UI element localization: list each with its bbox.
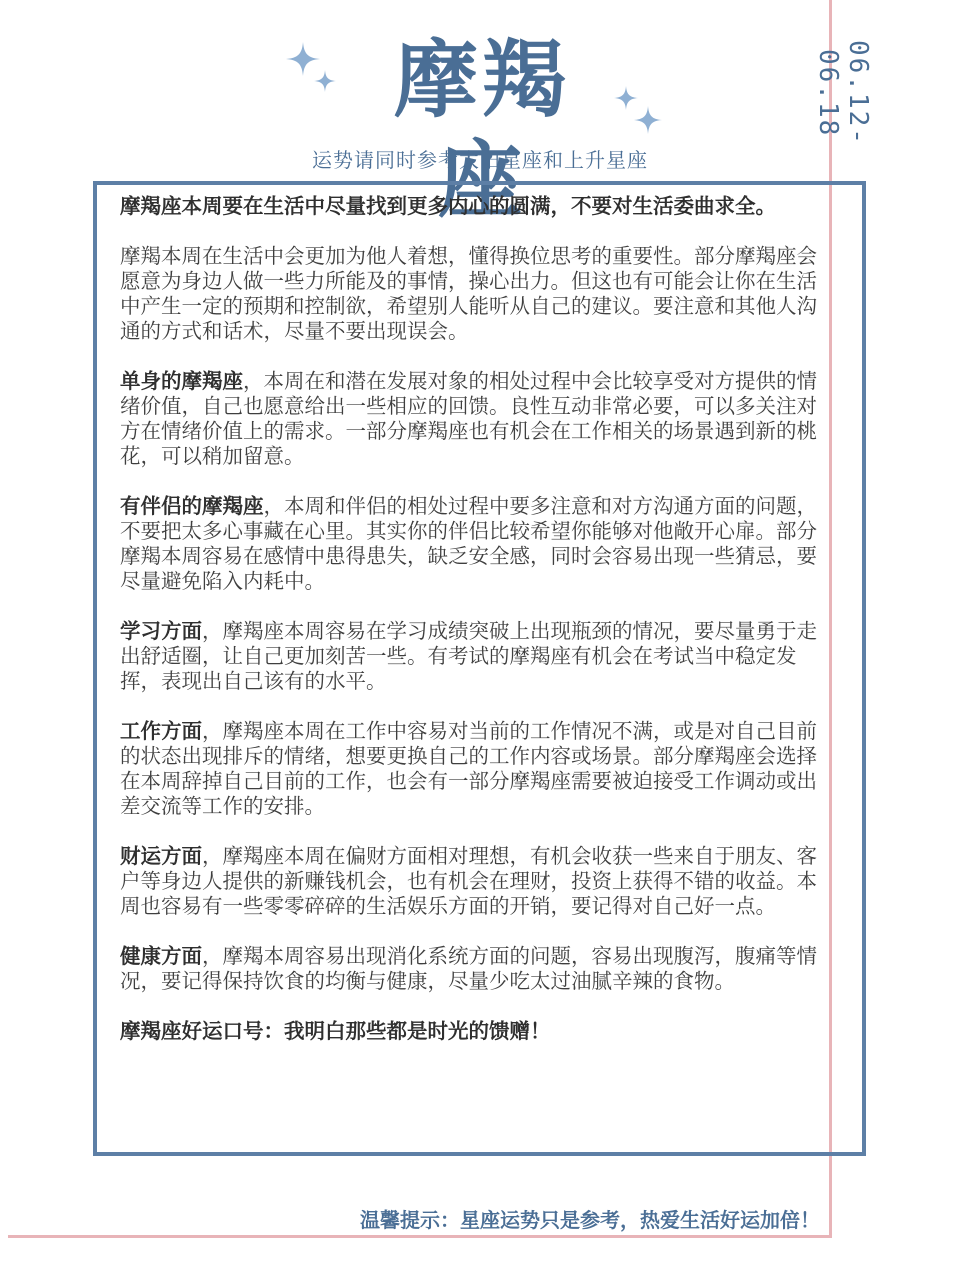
section-wealth [120,844,820,919]
lead-paragraph: 摩羯座本周要在生活中尽量找到更多内心的圆满，不要对生活委曲求全。 [120,194,776,218]
section-text: ，本周在和潜在发展对象的相处过程中会比较享受对方提供的情绪价值，自己也愿意给出一些相应的回馈。良性互动非常必要，可以多关注对方在情绪价值上的需求。一部分摩羯座也有机会在工作相关的场景遇到新的桃花，可以稍加留意。 [120,369,817,468]
subtitle: 运势请同时参考太阳星座和上升星座 [312,148,648,172]
horoscope-content [120,194,820,1044]
pink-horizontal-line [8,1235,832,1238]
section-partnered [120,494,820,594]
date-range: 06.12-06.18 [813,40,873,146]
section-text: ，摩羯座本周在偏财方面相对理想，有机会收获一些来自于朋友、客户等身边人提供的新赚钱机会，也有机会在理财，投资上获得不错的收益。本周也容易有一些零零碎碎的生活娱乐方面的开销，要记得对自己好一点。 [120,844,817,918]
section-text: ，摩羯本周容易出现消化系统方面的问题，容易出现腹泻，腹痛等情况，要记得保持饮食的均衡与健康，尽量少吃太过油腻辛辣的食物。 [120,944,817,993]
section-single [120,369,820,469]
section-label: 学习方面 [120,619,202,643]
sparkle-icon [634,106,662,134]
lucky-slogan: 摩羯座好运口号：我明白那些都是时光的馈赠！ [120,1019,551,1043]
page-title: 摩羯座 [393,31,570,229]
section-study [120,619,820,694]
section-label: 有伴侣的摩羯座 [120,494,264,518]
section-label: 单身的摩羯座 [120,369,243,393]
intro-paragraph: 摩羯本周在生活中会更加为他人着想，懂得换位思考的重要性。部分摩羯座会愿意为身边人做一些力所能及的事情，操心出力。但这也有可能会让你在生活中产生一定的预期和控制欲，希望别人能听从自己的建议。要注意和其他人沟通的方式和话术，尽量不要出现误会。 [120,244,817,343]
section-text: ，摩羯座本周在工作中容易对当前的工作情况不满，或是对自己目前的状态出现排斥的情绪，想要更换自己的工作内容或场景。部分摩羯座会选择在本周辞掉自己目前的工作，也会有一部分摩羯座需要被迫接受工作调动或出差交流等工作的安排。 [120,719,817,818]
section-label: 工作方面 [120,719,202,743]
sparkle-icon [314,70,336,92]
section-text: ，本周和伴侣的相处过程中要多注意和对方沟通方面的问题，不要把太多心事藏在心里。其实你的伴侣比较希望你能够对他敞开心扉。部分摩羯本周容易在感情中患得患失，缺乏安全感，同时会容易出现一些猜忌，要尽量避免陷入内耗中。 [120,494,817,593]
section-work [120,719,820,819]
section-label: 健康方面 [120,944,202,968]
footer-tip: 温馨提示：星座运势只是参考，热爱生活好运加倍！ [360,1208,820,1232]
section-health [120,944,820,994]
section-text: ，摩羯座本周容易在学习成绩突破上出现瓶颈的情况，要尽量勇于走出舒适圈，让自己更加刻苦一些。有考试的摩羯座有机会在考试当中稳定发挥，表现出自己该有的水平。 [120,619,817,693]
section-label: 财运方面 [120,844,202,868]
